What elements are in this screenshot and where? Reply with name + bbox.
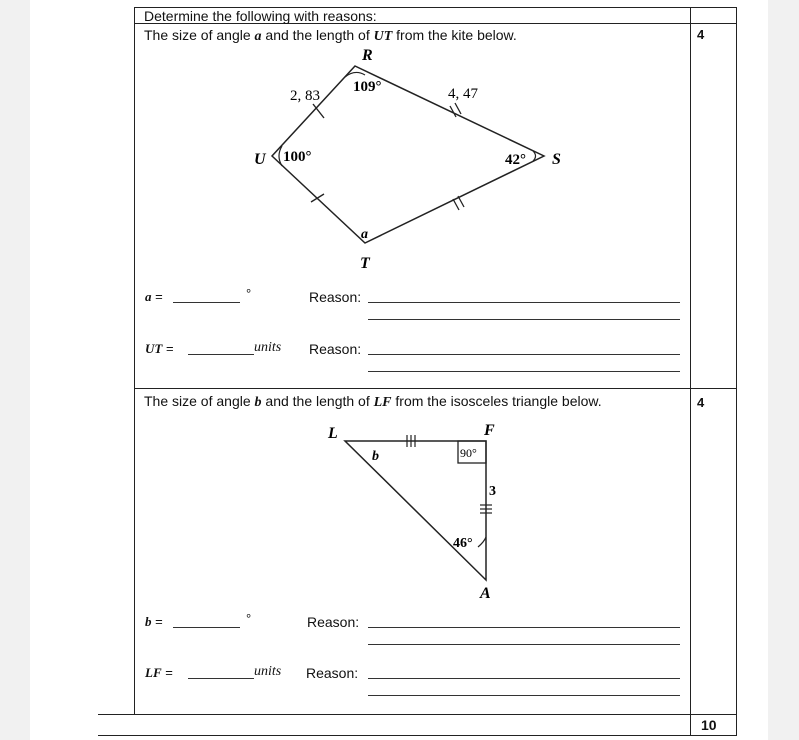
reason-label: Reason: [307, 614, 360, 630]
answer-b-input[interactable] [173, 627, 240, 628]
vertex-label-u: U [254, 151, 266, 168]
degree-symbol: ° [246, 286, 252, 301]
angle-label-a: 46° [453, 536, 473, 551]
instructions-heading: Determine the following with reasons: [144, 8, 377, 24]
reason-a-input-line-2[interactable] [368, 319, 680, 320]
vertex-label-l: L [328, 425, 338, 442]
side-label-rs: 4, 47 [448, 86, 478, 102]
vertex-label-a: A [480, 585, 491, 602]
units-label: units [254, 664, 282, 679]
table-marks-column-border [690, 7, 691, 736]
double-tick-st-2 [458, 196, 464, 207]
question-2-prompt: The size of angle b and the length of LF from the isosceles triangle below. [144, 393, 602, 410]
answer-b-label: b = [145, 614, 163, 629]
question-1-prompt: The size of angle a and the length of UT from the kite below. [144, 27, 517, 44]
angle-label-f: 90° [460, 446, 477, 460]
reason-ut-input-line-1[interactable] [368, 354, 680, 355]
angle-label-b: b [372, 449, 379, 464]
table-total-bottom-border [98, 735, 736, 736]
reason-ut-input-line-2[interactable] [368, 371, 680, 372]
kite-diagram [250, 40, 590, 280]
angle-label-u: 100° [283, 149, 312, 165]
table-right-border [736, 7, 737, 736]
side-label-ru: 2, 83 [290, 88, 320, 104]
reason-label: Reason: [309, 341, 362, 357]
vertex-label-r: R [362, 47, 373, 64]
degree-symbol: ° [246, 611, 252, 626]
vertex-label-t: T [360, 255, 370, 272]
reason-b-input-line-1[interactable] [368, 627, 680, 628]
question-1-marks: 4 [697, 27, 705, 42]
answer-lf-input[interactable] [188, 678, 254, 679]
answer-ut-input[interactable] [188, 354, 254, 355]
side-label-fa: 3 [489, 484, 496, 499]
reason-a-input-line-1[interactable] [368, 302, 680, 303]
reason-lf-input-line-2[interactable] [368, 695, 680, 696]
reason-lf-input-line-1[interactable] [368, 678, 680, 679]
reason-label: Reason: [306, 665, 359, 681]
double-tick-st-1 [453, 199, 459, 210]
angle-arc-a [478, 537, 486, 547]
units-label: units [254, 340, 282, 355]
reason-b-input-line-2[interactable] [368, 644, 680, 645]
answer-a-label: a = [145, 289, 163, 304]
answer-a-input[interactable] [173, 302, 240, 303]
double-tick-rs-2 [455, 103, 461, 114]
triangle-diagram [320, 420, 520, 610]
question-2-marks: 4 [697, 395, 705, 410]
angle-label-r: 109° [353, 79, 382, 95]
angle-label-a: a [361, 227, 368, 242]
answer-ut-label: UT = [145, 341, 174, 356]
table-total-top-border [98, 714, 736, 715]
reason-label: Reason: [309, 289, 362, 305]
answer-lf-label: LF = [145, 665, 173, 680]
triangle-outline [345, 441, 486, 580]
total-marks: 10 [701, 717, 717, 733]
table-row-divider [134, 388, 736, 389]
angle-label-s: 42° [505, 152, 526, 168]
vertex-label-s: S [552, 151, 561, 168]
table-left-border [134, 7, 135, 715]
vertex-label-f: F [484, 422, 495, 439]
